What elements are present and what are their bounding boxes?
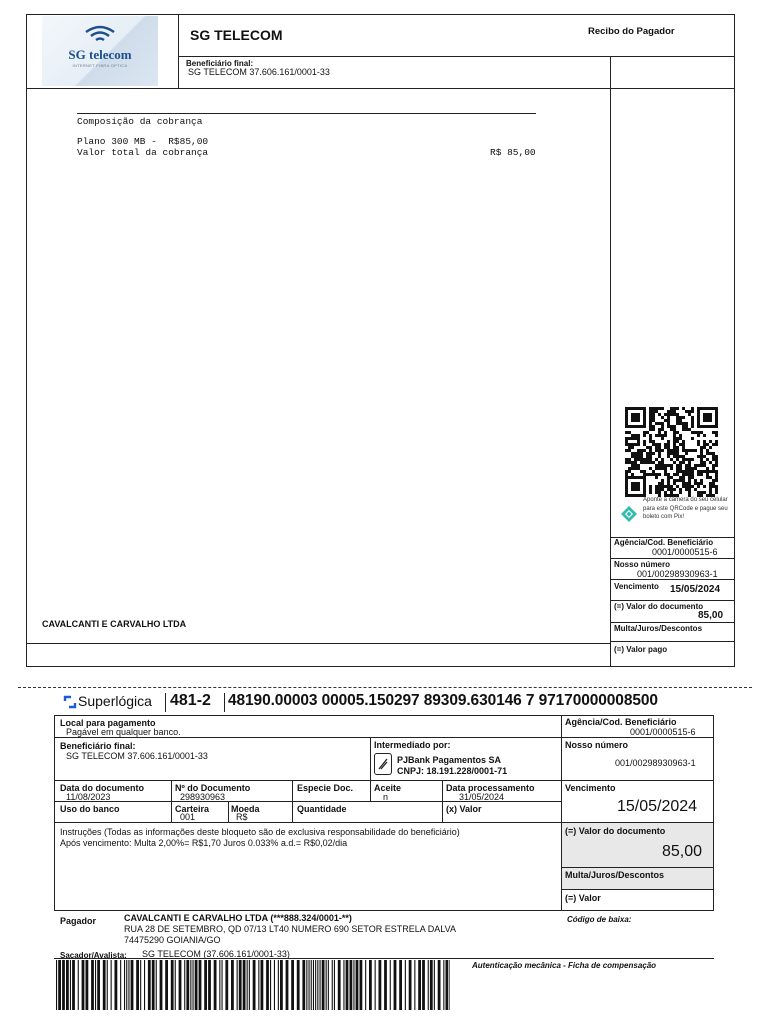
write-off-label: Código de baixa: xyxy=(567,915,632,924)
slip-nosso-label: Nosso número xyxy=(565,740,629,750)
plan-line: Plano 300 MB - R$85,00 xyxy=(77,136,209,147)
logo-tagline: INTERNET FIBRA OPTICA xyxy=(72,63,128,68)
doc-date-value: 11/08/2023 xyxy=(66,792,111,802)
composition-title: Composição da cobrança xyxy=(77,116,203,127)
slip-doc-value-label: (=) Valor do documento xyxy=(565,826,666,836)
due-value: 15/05/2024 xyxy=(670,584,721,595)
wallet-value: 001 xyxy=(180,812,196,822)
intermediary-name: PJBank Pagamentos SA xyxy=(397,755,502,765)
cut-line xyxy=(18,687,752,688)
doc-num-label: Nº do Documento xyxy=(175,783,251,793)
slip-value-label: (=) Valor xyxy=(565,893,601,903)
currency-value: R$ xyxy=(236,812,248,822)
wallet-label: Carteira xyxy=(175,804,210,814)
logo-name: SG telecom xyxy=(68,47,132,62)
slip-payer-name: CAVALCANTI E CARVALHO LTDA (***888.324/0001-**) xyxy=(124,913,352,923)
value-x-label: (x) Valor xyxy=(446,804,482,814)
due-label: Vencimento xyxy=(614,582,659,591)
payer-label: Pagador xyxy=(60,916,97,926)
slip-agency-label: Agência/Cod. Beneficiário xyxy=(565,717,677,727)
fines-label: Multa/Juros/Descontos xyxy=(614,624,703,633)
doc-value: 85,00 xyxy=(698,610,724,621)
drawer-label: Sacador/Avalista: xyxy=(60,951,127,960)
place-value: Pagável em qualquer banco. xyxy=(66,727,181,737)
instructions-text: Após vencimento: Multa 2,00%= R$1,70 Juros 0.033% a.d.= R$0,02/dia xyxy=(60,838,348,848)
slip-beneficiary-label: Beneficiário final: xyxy=(60,741,136,751)
digitable-line[interactable]: 48190.00003 00005.150297 89309.630146 7 97170000008500 xyxy=(228,692,658,709)
nosso-label: Nosso número xyxy=(614,560,671,569)
qr-caption: Aponte a câmera do seu celular para este QRCode e pague seu boleto com Pix! xyxy=(643,497,728,520)
slip-beneficiary-value: SG TELECOM 37.606.161/0001-33 xyxy=(66,751,208,761)
superlogica-logo-icon xyxy=(63,695,77,709)
company-name: SG TELECOM xyxy=(190,27,283,43)
authentication-label: Autenticação mecânica - Ficha de compensação xyxy=(472,961,657,970)
barcode[interactable] xyxy=(56,960,450,1010)
place-label: Local para pagamento xyxy=(60,718,156,728)
proc-date-label: Data processamento xyxy=(446,783,535,793)
bank-use-label: Uso do banco xyxy=(60,804,120,814)
bank-brand: Superlógica xyxy=(78,693,152,709)
pix-qr-code[interactable] xyxy=(625,407,719,497)
bank-code: 481-2 xyxy=(170,692,211,709)
species-label: Especie Doc. xyxy=(297,783,354,793)
pjbank-icon xyxy=(375,754,391,774)
total-label: Valor total da cobrança xyxy=(77,147,209,158)
pjbank-logo xyxy=(374,753,392,775)
doc-num-value: 298930963 xyxy=(180,792,226,802)
slip-due-value: 15/05/2024 xyxy=(617,798,698,815)
payer-address-2: 74475290 GOIANIA/GO xyxy=(124,935,221,945)
quantity-label: Quantidade xyxy=(297,804,347,814)
nosso-value: 001/00298930963-1 xyxy=(637,569,718,579)
company-logo xyxy=(42,16,158,86)
drawer-value: SG TELECOM (37.606.161/0001-33) xyxy=(142,949,290,959)
wifi-icon xyxy=(82,24,118,44)
proc-date-value: 31/05/2024 xyxy=(459,792,505,802)
paid-label: (=) Valor pago xyxy=(614,645,668,654)
slip-doc-value: 85,00 xyxy=(662,843,703,860)
slip-due-label: Vencimento xyxy=(565,783,616,793)
slip-fines-label: Multa/Juros/Descontos xyxy=(565,870,665,880)
doc-value-label: (=) Valor do documento xyxy=(614,602,704,611)
doc-date-label: Data do documento xyxy=(60,783,145,793)
intermediary-label: Intermediado por: xyxy=(374,740,451,750)
payer-address-1: RUA 28 DE SETEMBRO, QD 07/13 LT40 NUMERO 690 SETOR ESTRELA DALVA xyxy=(124,924,456,934)
receipt-title: Recibo do Pagador xyxy=(588,26,675,37)
accept-value: n xyxy=(383,792,389,802)
beneficiary-value: SG TELECOM 37.606.161/0001-33 xyxy=(188,67,330,77)
currency-label: Moeda xyxy=(231,804,260,814)
pix-icon xyxy=(620,505,638,523)
intermediary-cnpj: CNPJ: 18.191.228/0001-71 xyxy=(397,766,508,776)
instructions-label: Instruções (Todas as informações deste bloqueto são de exclusiva responsabilidade do beneficiário) xyxy=(60,827,460,837)
slip-nosso-value: 001/00298930963-1 xyxy=(615,758,696,768)
payer-name: CAVALCANTI E CARVALHO LTDA xyxy=(42,619,187,629)
agency-label: Agência/Cod. Beneficiário xyxy=(614,538,714,547)
slip-agency-value: 0001/0000515-6 xyxy=(630,727,696,737)
beneficiary-label: Beneficiário final: xyxy=(186,59,254,68)
accept-label: Aceite xyxy=(374,783,402,793)
agency-value: 0001/0000515-6 xyxy=(652,547,718,557)
total-value: R$ 85,00 xyxy=(490,147,536,158)
